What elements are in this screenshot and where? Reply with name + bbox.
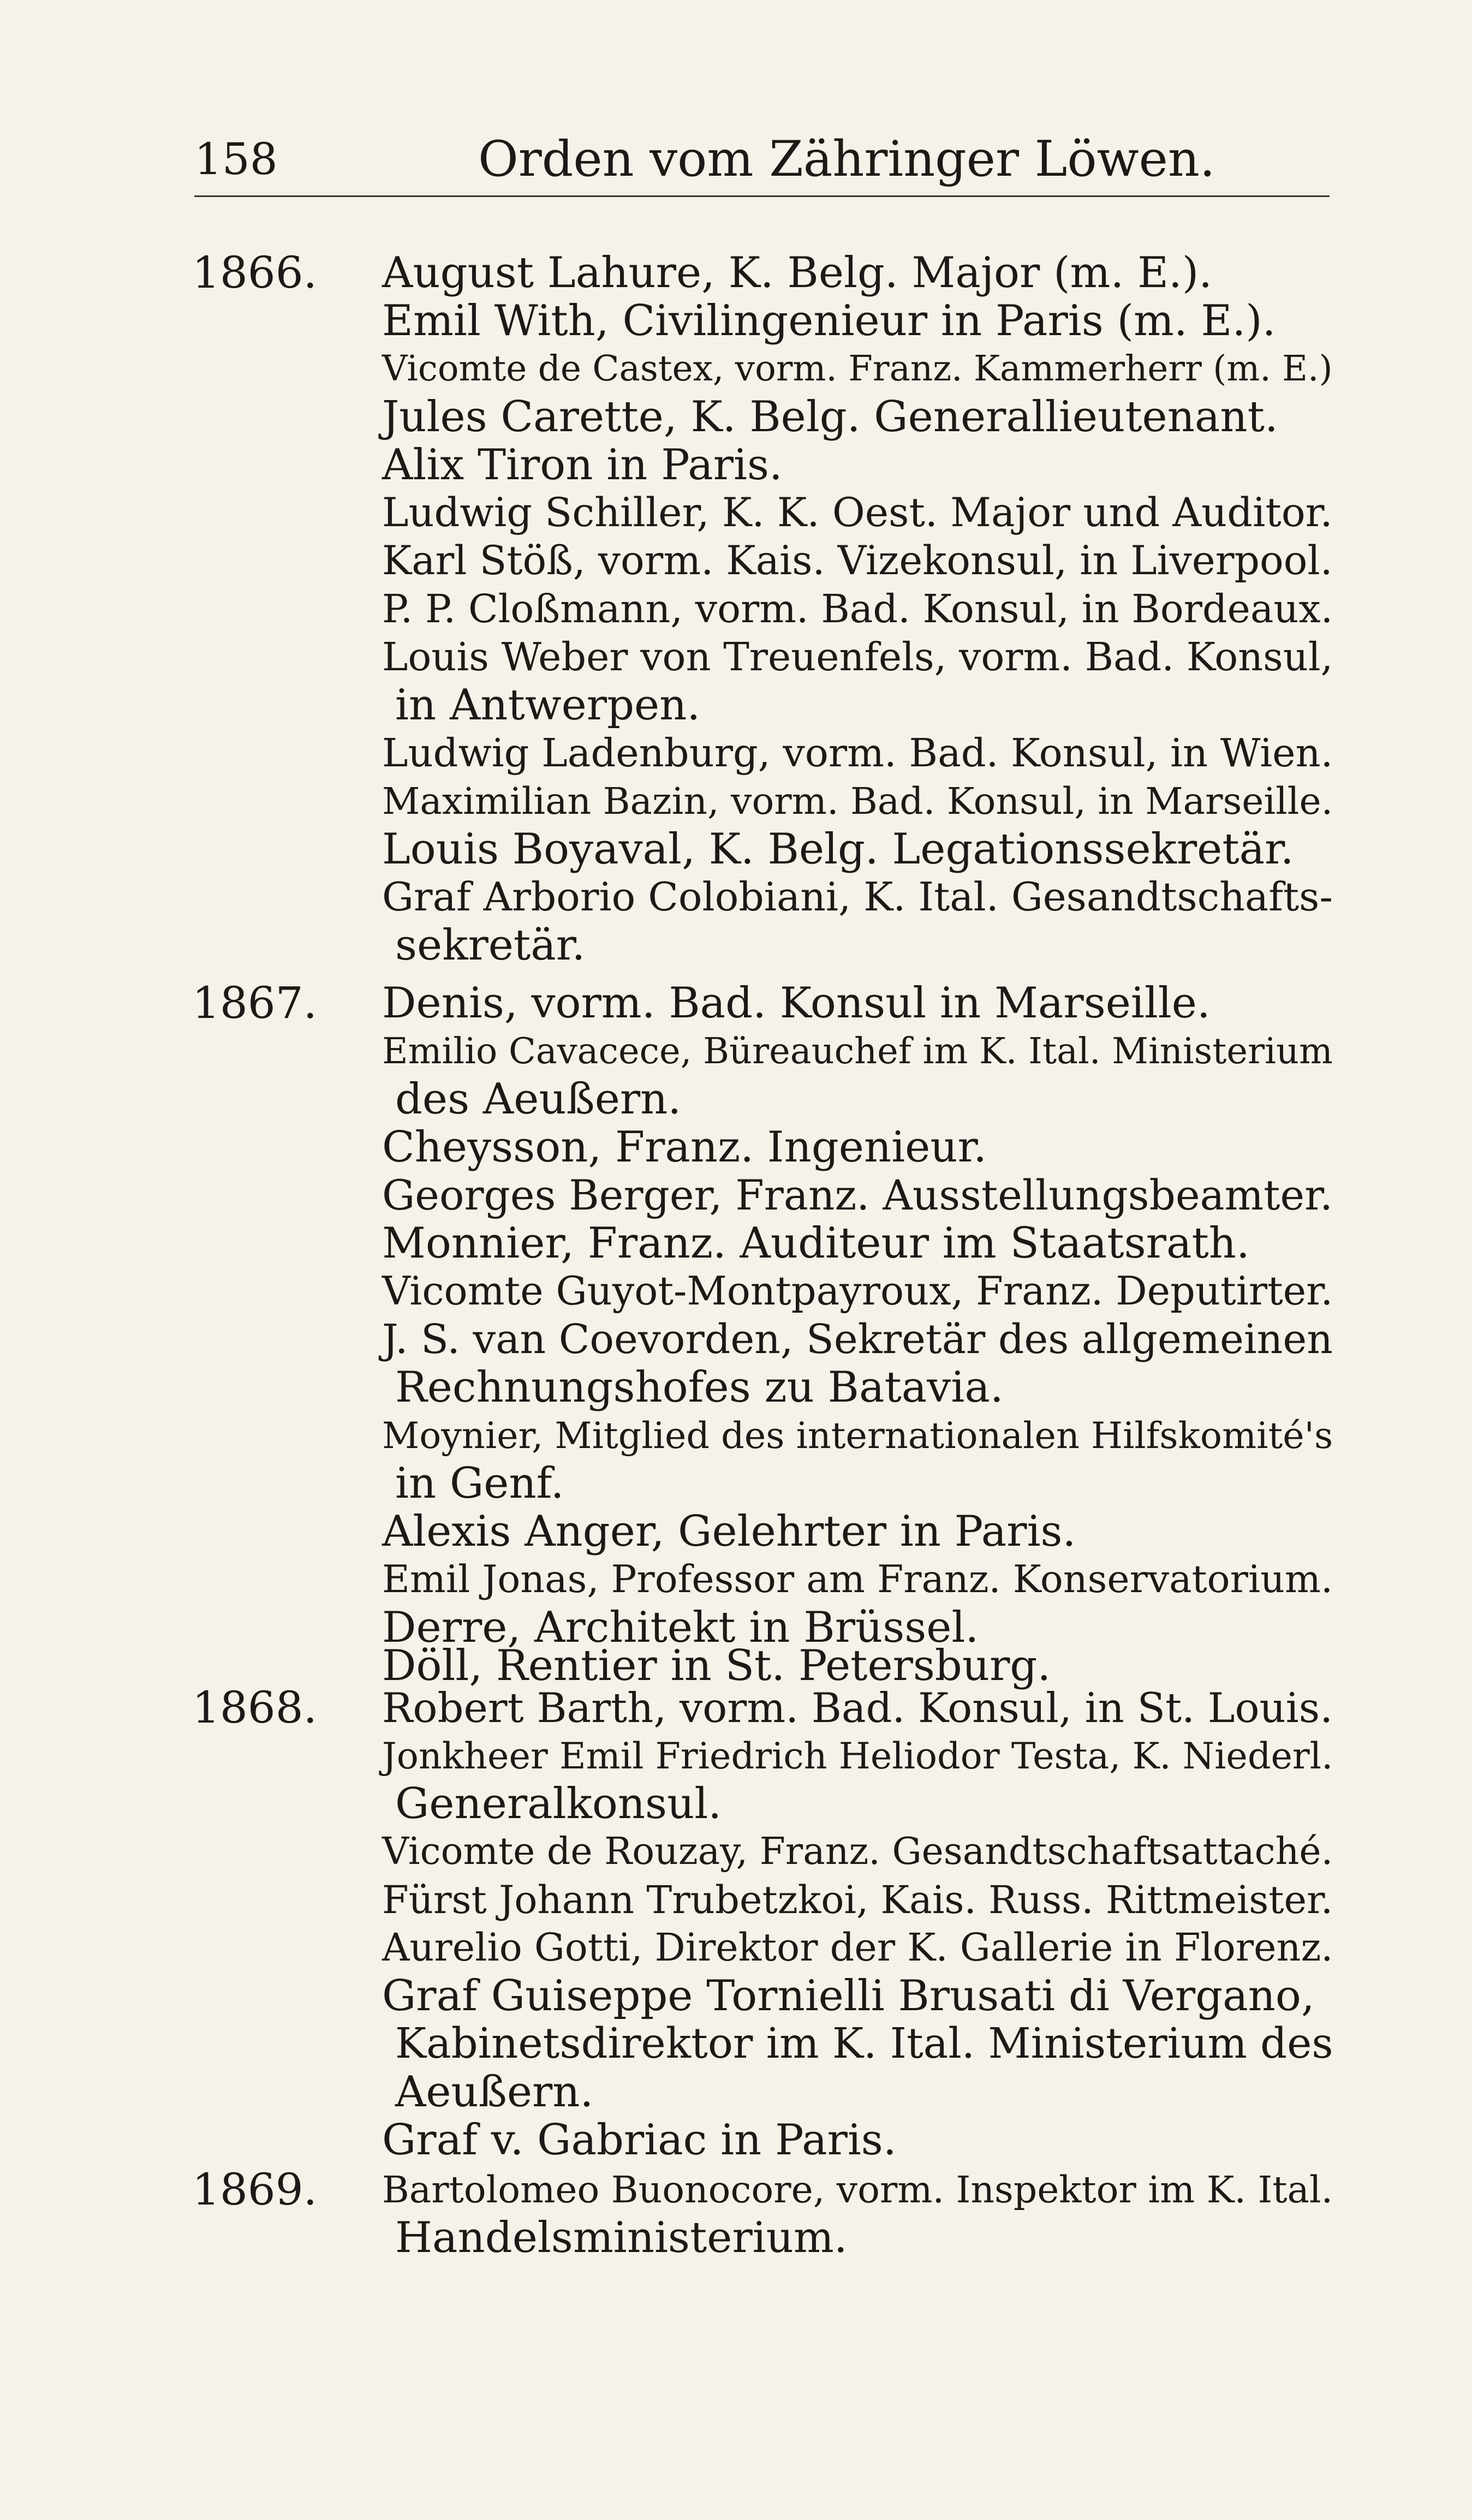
list-entry: Graf Guiseppe Tornielli Brusati di Vergano, — [382, 1971, 1315, 2021]
list-entry: Graf v. Gabriac in Paris. — [382, 2116, 897, 2165]
list-entry-continuation: des Aeußern. — [395, 1075, 682, 1124]
list-entry: Emilio Cavacece, Büreauchef im K. Ital. Ministerium — [382, 1030, 1333, 1072]
list-entry: Jonkheer Emil Friedrich Heliodor Testa, K. Niederl. — [382, 1735, 1333, 1777]
list-entry: Ludwig Schiller, K. K. Oest. Major und Auditor. — [382, 490, 1333, 536]
header-rule — [194, 195, 1330, 197]
running-title: Orden vom Zähringer Löwen. — [478, 130, 1215, 188]
list-entry: Bartolomeo Buonocore, vorm. Inspektor im K. Ital. — [382, 2168, 1333, 2211]
list-entry: Denis, vorm. Bad. Konsul in Marseille. — [382, 979, 1211, 1028]
year-label-1869: 1869. — [192, 2164, 318, 2215]
list-entry: Derre, Architekt in Brüssel. — [382, 1603, 979, 1652]
list-entry: Robert Barth, vorm. Bad. Konsul, in St. Louis. — [382, 1684, 1333, 1732]
list-entry: Vicomte de Rouzay, Franz. Gesandtschaftsattaché. — [382, 1830, 1333, 1873]
list-entry: Döll, Rentier in St. Petersburg. — [382, 1641, 1051, 1690]
list-entry: Vicomte de Castex, vorm. Franz. Kammerherr (m. E.) — [382, 348, 1333, 389]
list-entry: Emil Jonas, Professor am Franz. Konservatorium. — [382, 1557, 1333, 1601]
list-entry: P. P. Cloßmann, vorm. Bad. Konsul, in Bordeaux. — [382, 586, 1333, 632]
list-entry: Aurelio Gotti, Direktor der K. Gallerie in Florenz. — [382, 1926, 1333, 1970]
list-entry: Louis Weber von Treuenfels, vorm. Bad. Konsul, — [382, 634, 1333, 680]
year-label-1868: 1868. — [192, 1682, 318, 1733]
list-entry-continuation: in Genf. — [395, 1459, 564, 1508]
list-entry-continuation: in Antwerpen. — [395, 681, 701, 730]
list-entry: Karl Stöß, vorm. Kais. Vizekonsul, in Liverpool. — [382, 538, 1333, 584]
list-entry-continuation: Aeußern. — [395, 2068, 594, 2117]
list-entry: Alix Tiron in Paris. — [382, 440, 783, 490]
list-entry: J. S. van Coevorden, Sekretär des allgemeinen — [382, 1316, 1333, 1363]
list-entry-continuation: Handelsministerium. — [395, 2213, 848, 2262]
list-entry-continuation: Generalkonsul. — [395, 1779, 722, 1828]
list-entry: Fürst Johann Trubetzkoi, Kais. Russ. Rittmeister. — [382, 1878, 1333, 1922]
list-entry: Georges Berger, Franz. Ausstellungsbeamter. — [382, 1171, 1333, 1219]
list-entry: Cheysson, Franz. Ingenieur. — [382, 1123, 987, 1172]
year-label-1866: 1866. — [192, 247, 318, 298]
list-entry: Alexis Anger, Gelehrter in Paris. — [382, 1507, 1076, 1556]
list-entry: August Lahure, K. Belg. Major (m. E.). — [382, 248, 1213, 297]
list-entry: Monnier, Franz. Auditeur im Staatsrath. — [382, 1219, 1250, 1268]
list-entry: Maximilian Bazin, vorm. Bad. Konsul, in Marseille. — [382, 779, 1333, 823]
list-entry: Emil With, Civilingenieur in Paris (m. E.). — [382, 296, 1276, 345]
list-entry: Graf Arborio Colobiani, K. Ital. Gesandtschafts- — [382, 874, 1333, 920]
list-entry: Louis Boyaval, K. Belg. Legationssekretär. — [382, 825, 1294, 874]
list-entry-continuation: sekretär. — [395, 921, 586, 970]
list-entry-continuation: Kabinetsdirektor im K. Ital. Ministerium des — [395, 2019, 1333, 2068]
list-entry: Jules Carette, K. Belg. Generallieutenant. — [382, 392, 1278, 442]
list-entry: Moynier, Mitglied des internationalen Hilfskomité's — [382, 1414, 1333, 1457]
list-entry-continuation: Rechnungshofes zu Batavia. — [395, 1363, 1004, 1412]
page-header — [194, 127, 1330, 187]
year-label-1867: 1867. — [192, 978, 318, 1028]
list-entry: Vicomte Guyot-Montpayroux, Franz. Deputirter. — [382, 1268, 1333, 1314]
page-number: 158 — [194, 134, 278, 184]
list-entry: Ludwig Ladenburg, vorm. Bad. Konsul, in Wien. — [382, 730, 1333, 776]
